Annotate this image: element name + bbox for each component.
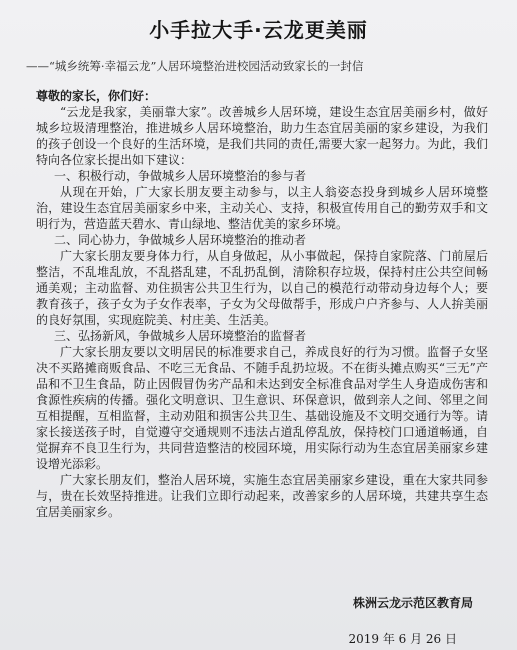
letter-body: [36, 88, 488, 520]
signature-organization: 株洲云龙示范区教育局: [352, 596, 473, 610]
closing-paragraph: 广大家长朋友们，整治人居环境，实施生态宜居美丽家乡建设，重在大家共同参与，贵在长效坚持推进。让我们立即行动起来，改善家乡的人居环境，共建共享生态宜居美丽家乡。: [36, 473, 488, 519]
letter-title: 小手拉大手·云龙更美丽: [149, 18, 368, 42]
section-paragraph-2: 广大家长朋友要身体力行，从自身做起，从小事做起，保持自家院落、门前屋后整洁，不乱堆乱放，不乱搭乱建，不乱扔乱倒，清除积存垃圾，保持村庄公共空间畅通美观；主动监督、劝住损害公共卫生行为，以自己的模范行动带动身边每个人；要教育孩子，孩子女为子女作表率，子女为父母做帮手，形成户户齐参与、人人拚美丽的良好氛围，实现庭院美、村庄美、生活美。: [36, 249, 488, 327]
salutation: 尊敬的家长，你们好：: [36, 89, 157, 103]
section-heading-3: 三、弘扬新风，争做城乡人居环境整治的监督者: [54, 329, 307, 343]
section-paragraph-1: 从现在开始，广大家长朋友要主动参与，以主人翁姿态投身到城乡人居环境整治，建设生态宜居美丽家乡中来，主动关心、支持，积极宣传用自己的勤劳双手和文明行为，营造蓝天碧水、青山绿地、整洁优美的家乡环境。: [36, 185, 488, 231]
letter-subtitle: ——“城乡统筹·幸福云龙”人居环境整治进校园活动致家长的一封信: [26, 59, 364, 73]
section-heading-1: 一、积极行动，争做城乡人居环境整治的参与者: [54, 169, 307, 183]
section-heading-2: 二、同心协力，争做城乡人居环境整治的推动者: [54, 233, 307, 247]
intro-paragraph: “云龙是我家，美丽靠大家”。改善城乡人居环境，建设生态宜居美丽乡村，做好城乡垃圾清理整治，推进城乡人居环境整治，助力生态宜居美丽的家乡建设，为我们的孩子创设一个良好的生活环境，是我们共同的责任,需要大家一起努力。为此，我们特向各位家长提出如下建议：: [36, 105, 488, 167]
section-paragraph-3: 广大家长朋友要以文明居民的标准要求自己，养成良好的行为习惯。监督子女坚决不买路摊商贩食品、不吃三无食品、不随手乱扔垃圾。不在街头摊点购买“三无”产品和不卫生食品，防止因假冒伪劣产品和未达到安全标准食品对学生人身造成伤害和食源性疾病的传播。强化文明意识、卫生意识、环保意识，做到亲人之间、邻里之间互相提醒，互相监督，主动劝阻和损害公共卫生、基础设施及不文明交通行为等。请家长接送孩子时，自觉遵守交通规则不违法占道乱停乱放，保持校门口通道畅通，自觉摒弃不良卫生行为，共同营造整洁的校园环境，用实际行动为生态宜居美丽家乡建设增光添彩。: [36, 345, 488, 471]
signature-date: 2019 年 6 月 26 日: [348, 632, 457, 646]
